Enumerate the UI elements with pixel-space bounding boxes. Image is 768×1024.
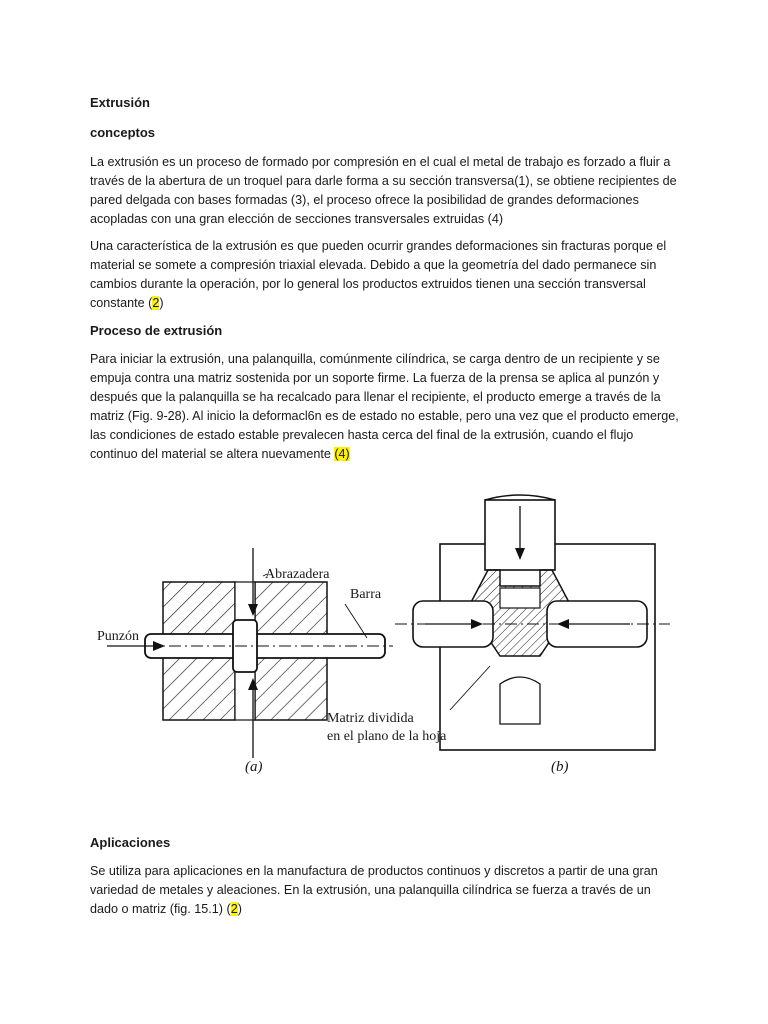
extrusion-figure (95, 488, 675, 788)
reference-highlight: 2 (230, 902, 238, 916)
paragraph-applications-end: ) (237, 902, 242, 916)
paragraph-applications-text: Se utiliza para aplicaciones en la manufactura de productos continuos y discretos a partir de una gran variedad de metales y aleaciones. En la extrusión, una palanquilla cilíndrica se fuerza a través de un dado o matriz (fig. 15.1) ( (90, 864, 658, 916)
paragraph-definition: La extrusión es un proceso de formado por compresión en el cual el metal de trabajo es forzado a fluir a través de la abertura de un troquel para darle forma a su sección transversa(1), se obtiene recipientes de pared delgada con bases formadas (3), el proceso ofrece la posibilidad de grandes deformaciones acopladas con una gran elección de secciones transversales extruidas (4) (90, 155, 677, 226)
reference-highlight: 2 (152, 296, 160, 310)
figure-drawing (95, 488, 675, 788)
label-abrazadera: Abrazadera (265, 567, 330, 582)
caption-b: (b) (551, 759, 569, 775)
paragraph-applications (90, 862, 680, 919)
label-matriz-line1: Matriz dividida (327, 711, 414, 726)
heading-concepts: conceptos (90, 125, 156, 140)
paragraph-characteristic-text: Una característica de la extrusión es que pueden ocurrir grandes deformaciones sin fracturas porque el material se somete a compresión triaxial elevada. Debido a que la geometría del dado permanece sin cambios durante la operación, por lo general los productos extruidos tienen una sección transversal constante ( (90, 239, 667, 310)
label-barra: Barra (350, 587, 382, 602)
title-extrusion: Extrusión (90, 95, 150, 110)
paragraph-process (90, 350, 680, 464)
lower-bulge (500, 677, 540, 724)
paragraph-characteristic-end: ) (159, 296, 164, 310)
heading-applications: Aplicaciones (90, 835, 171, 850)
paragraph-process-text: Para iniciar la extrusión, una palanquilla, comúnmente cilíndrica, se carga dentro de un recipiente y se empuja contra una matriz sostenida por un soporte firme. La fuerza de la prensa se aplica al punzón y después que la palanquilla se ha recalcado para llenar el recipiente, el producto emerge a través de la matriz (Fig. 9-28). Al inicio la deformacl6n es de estado no estable, pero una vez que el producto emerge, las condiciones de estado estable prevalecen hasta cerca del final de la extrusión, cuando el flujo continuo del material se altera nuevamente (90, 352, 679, 461)
caption-a: (a) (245, 759, 263, 775)
paragraph-characteristic (90, 237, 680, 313)
label-matriz-line2: en el plano de la hoja (327, 729, 447, 744)
heading-process: Proceso de extrusión (90, 323, 223, 338)
leader-barra (345, 604, 367, 638)
label-punzon: Punzón (97, 629, 139, 644)
cavity-top (500, 588, 540, 608)
reference-highlight: (4) (334, 447, 350, 461)
